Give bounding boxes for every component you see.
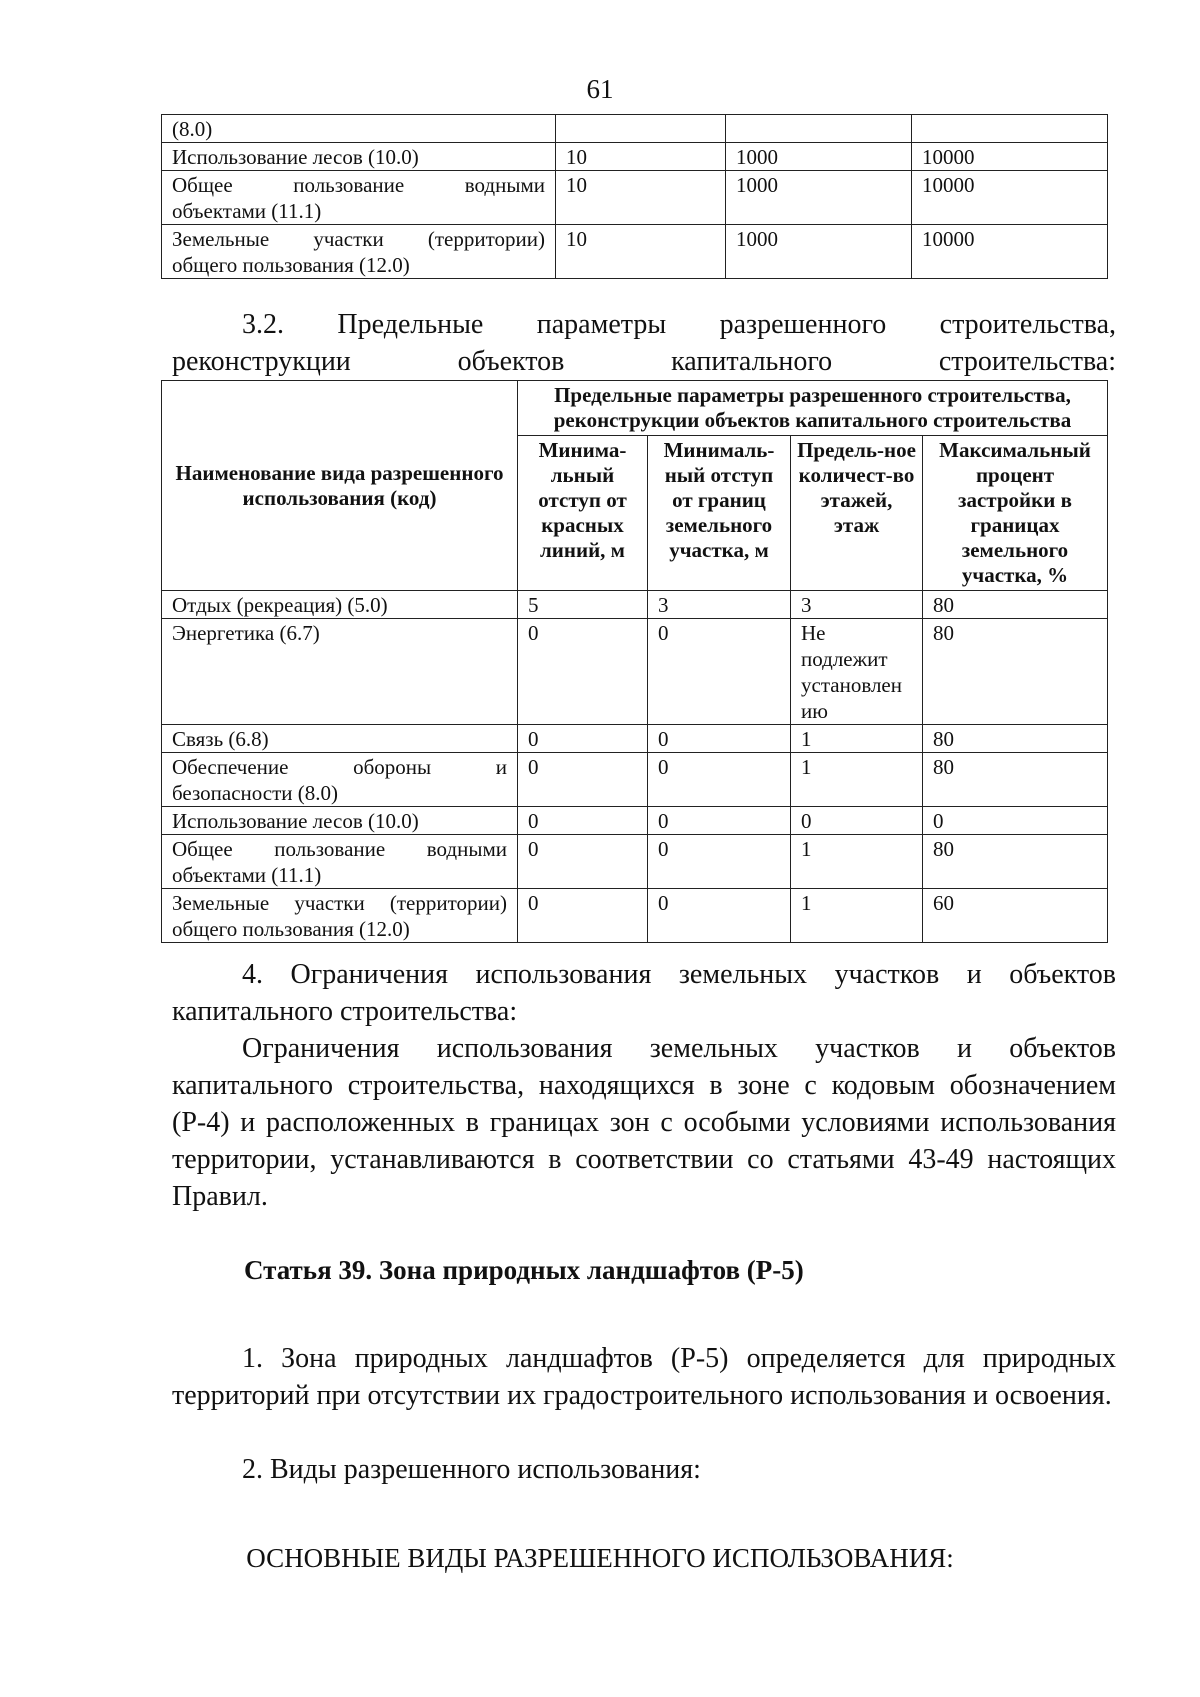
table-cell: 10000 xyxy=(912,225,1108,279)
table-cell: 10 xyxy=(556,171,726,225)
table-cell: 80 xyxy=(923,753,1108,807)
table-row xyxy=(162,171,1108,225)
table-cell: 0 xyxy=(648,725,791,753)
article-heading: Статья 39. Зона природных ландшафтов (Р-5) xyxy=(244,1255,804,1285)
table-row xyxy=(162,143,1108,171)
header-name: Наименование вида разрешенного использования (код) xyxy=(162,381,518,591)
table-row xyxy=(162,591,1108,619)
table-row xyxy=(162,225,1108,279)
table-cell: 0 xyxy=(648,753,791,807)
item-2-text: 2. Виды разрешенного использования: xyxy=(242,1454,701,1485)
table-cell: 1000 xyxy=(726,225,912,279)
header-col2: Минималь-ный отступ от границ земельного участка, м xyxy=(648,436,791,591)
page-number: 61 xyxy=(586,74,614,104)
table-cell: 0 xyxy=(648,835,791,889)
table-row xyxy=(162,835,1108,889)
table-cell: 10000 xyxy=(912,143,1108,171)
table-cell: 0 xyxy=(923,807,1108,835)
table-row xyxy=(162,807,1108,835)
table-cell: Связь (6.8) xyxy=(162,725,518,753)
building-parameters-table xyxy=(161,380,1108,943)
table-cell: 80 xyxy=(923,725,1108,753)
table-cell: Обеспечение обороны и безопасности (8.0) xyxy=(162,753,518,807)
header-col1: Минима-льный отступ от красных линий, м xyxy=(518,436,648,591)
table-cell: 0 xyxy=(518,835,648,889)
table-cell: Использование лесов (10.0) xyxy=(162,143,556,171)
table-cell: 0 xyxy=(791,807,923,835)
header-group: Предельные параметры разрешенного строительства, реконструкции объектов капитального строительства xyxy=(518,381,1108,436)
table-cell: 0 xyxy=(648,889,791,943)
table-cell: (8.0) xyxy=(162,115,556,143)
table-cell: 80 xyxy=(923,619,1108,725)
item-1-text: 1. Зона природных ландшафтов (Р-5) определяется для природных территорий при отсутствии их градостроительного использования и освоения. xyxy=(172,1343,1116,1411)
header-col4: Максимальный процент застройки в границах земельного участка, % xyxy=(923,436,1108,591)
table-cell: 1 xyxy=(791,753,923,807)
table-cell: 0 xyxy=(648,619,791,725)
table-cell: Общее пользование водными объектами (11.1) xyxy=(162,835,518,889)
table-cell: 1000 xyxy=(726,171,912,225)
table-row xyxy=(162,725,1108,753)
table-cell xyxy=(556,115,726,143)
table-row xyxy=(162,889,1108,943)
table-cell: 1 xyxy=(791,725,923,753)
table-cell: 0 xyxy=(648,807,791,835)
section-3-2-heading: 3.2. Предельные параметры разрешенного строительства, реконструкции объектов капитального строительства: xyxy=(172,309,1116,377)
table-header-row xyxy=(162,381,1108,436)
table-cell: Энергетика (6.7) xyxy=(162,619,518,725)
table-cell: 10000 xyxy=(912,171,1108,225)
table-cell: 0 xyxy=(518,753,648,807)
table-cell: 0 xyxy=(518,619,648,725)
table-row xyxy=(162,619,1108,725)
table-cell: 3 xyxy=(791,591,923,619)
table-cell: Общее пользование водными объектами (11.1) xyxy=(162,171,556,225)
header-col3: Предель-ное количест-во этажей, этаж xyxy=(791,436,923,591)
table-cell: 60 xyxy=(923,889,1108,943)
table-cell: 1 xyxy=(791,835,923,889)
table-cell: Отдых (рекреация) (5.0) xyxy=(162,591,518,619)
table-cell: Земельные участки (территории) общего пользования (12.0) xyxy=(162,225,556,279)
table-cell: 1000 xyxy=(726,143,912,171)
table-cell: Не подлежит установлен ию xyxy=(791,619,923,725)
table-cell: 80 xyxy=(923,835,1108,889)
table-row xyxy=(162,115,1108,143)
table-cell: 80 xyxy=(923,591,1108,619)
table-cell: Использование лесов (10.0) xyxy=(162,807,518,835)
table-cell: 5 xyxy=(518,591,648,619)
land-use-table-continued xyxy=(161,114,1108,279)
table-cell: 0 xyxy=(518,725,648,753)
table-cell xyxy=(912,115,1108,143)
section-4-title: 4. Ограничения использования земельных участков и объектов капитального строительства: xyxy=(172,959,1116,1027)
table-cell: Земельные участки (территории) общего пользования (12.0) xyxy=(162,889,518,943)
table-cell: 3 xyxy=(648,591,791,619)
main-uses-heading: ОСНОВНЫЕ ВИДЫ РАЗРЕШЕННОГО ИСПОЛЬЗОВАНИЯ: xyxy=(246,1543,954,1573)
table-cell: 0 xyxy=(518,889,648,943)
table-row xyxy=(162,753,1108,807)
section-4-text: Ограничения использования земельных участков и объектов капитального строительства, находящихся в зоне с кодовым обозначением (Р-4) и расположенных в границах зон с особыми условиями использования территории, устанавливаются в соответствии со статьями 43-49 настоящих Правил. xyxy=(172,1033,1116,1212)
table-cell: 0 xyxy=(518,807,648,835)
table-cell: 10 xyxy=(556,225,726,279)
table-cell xyxy=(726,115,912,143)
table-cell: 10 xyxy=(556,143,726,171)
table-cell: 1 xyxy=(791,889,923,943)
